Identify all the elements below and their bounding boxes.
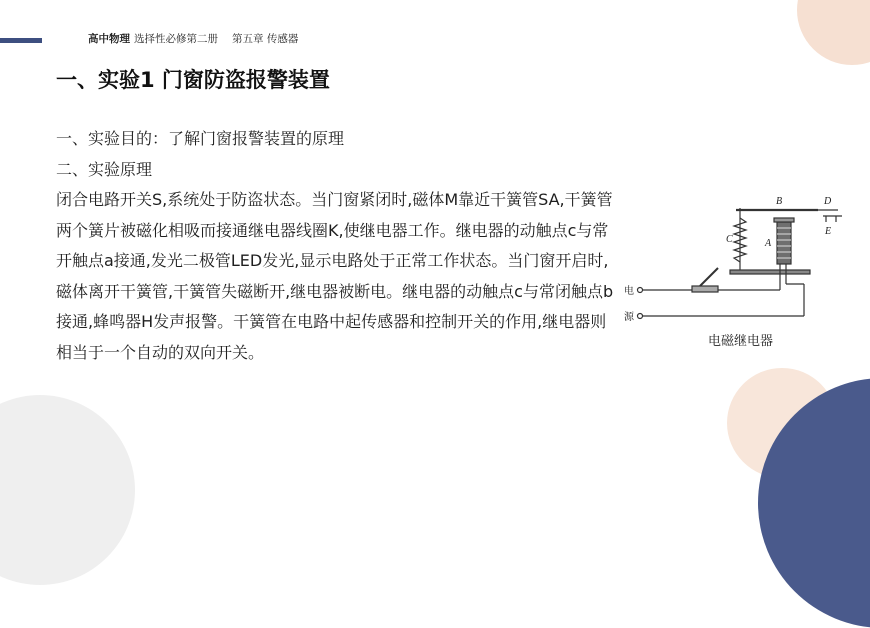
principle-heading: 二、实验原理 bbox=[56, 159, 153, 179]
objective-line: 一、实验目的：了解门窗报警装置的原理 bbox=[56, 129, 345, 148]
label-D: D bbox=[824, 196, 832, 207]
label-dian: 电 bbox=[624, 286, 634, 297]
principle-paragraph: 闭合电路开关S,系统处于防盗状态。当门窗紧闭时,磁体M靠近干簧管SA,干簧管两个簧片被磁化相吸而接通继电器线圈K,使继电器工作。继电器的动触点c与常开触点a接通,发光二极管LED发光,显示电路处于正常工作状态。当门窗开启时,磁体离开干簧管,干簧管失磁断开,继电器被断电。继电器的动触点c与常闭触点b接通,蜂鸣器H发声报警。干簧管在电路中起传感器和控制开关的作用,继电器则相当于一个自动的双向开关。 bbox=[56, 190, 614, 362]
decor-circle-grey-left bbox=[0, 395, 135, 585]
label-A: A bbox=[765, 238, 772, 249]
figure-caption: 电磁继电器 bbox=[708, 334, 774, 349]
relay-diagram-svg bbox=[618, 186, 858, 326]
relay-base bbox=[730, 270, 810, 274]
label-yuan: 源 bbox=[624, 312, 634, 323]
content-body bbox=[56, 124, 616, 368]
label-C: C bbox=[726, 234, 733, 245]
decor-circle-peach-top bbox=[797, 0, 870, 65]
header-chapter: 第五章 传感器 bbox=[232, 33, 299, 45]
header-breadcrumb bbox=[88, 31, 298, 46]
header-accent-bar bbox=[0, 38, 42, 43]
terminal-top bbox=[638, 288, 643, 293]
terminal-bottom bbox=[638, 314, 643, 319]
relay-diagram bbox=[618, 186, 858, 326]
page-title: 一、实验1 门窗防盗报警装置 bbox=[56, 68, 330, 92]
switch-lever bbox=[700, 268, 718, 286]
relay-spring bbox=[734, 218, 746, 262]
switch-base bbox=[692, 286, 718, 292]
header-book: 选择性必修第二册 bbox=[134, 33, 218, 45]
label-E: E bbox=[825, 226, 832, 237]
header-subject: 高中物理 bbox=[88, 33, 130, 45]
label-B: B bbox=[776, 196, 783, 207]
